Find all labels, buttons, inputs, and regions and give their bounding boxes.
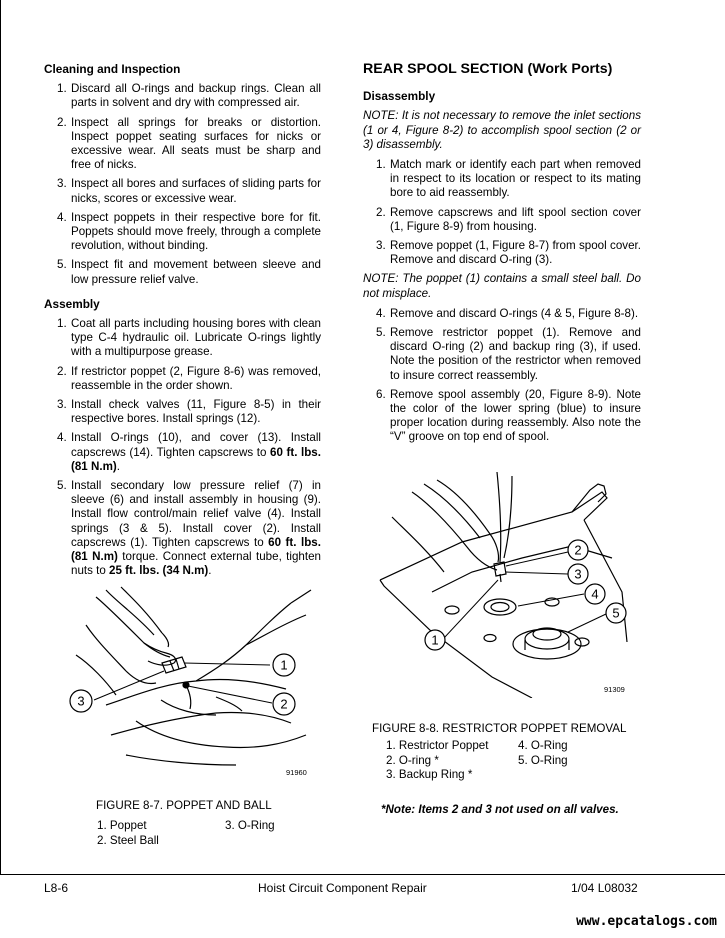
list-item: 1. Coat all parts including housing bores with clean type C-4 hydraulic oil. Lubricate O-rings lightly with a multipurpose grease. <box>57 317 321 359</box>
list-item: 5. Remove restrictor poppet (1). Remove and discard O-ring (2) and backup ring (3), if used. Note the position of the restrictor when removed to insure correct reassembly. <box>376 326 641 382</box>
figure-8-8-illustration <box>372 462 640 698</box>
svg-text:1: 1 <box>280 657 288 673</box>
list-item: 6. Remove spool assembly (20, Figure 8-9). Note the color of the lower spring (blue) to insure proper location during reassembly. Also note the “V” groove on top end of spool. <box>376 387 641 444</box>
list-item: 4. Remove and discard O-rings (4 & 5, Figure 8-8). <box>376 306 639 320</box>
assembly-list <box>44 317 321 578</box>
legend-item: 3. O-Ring <box>225 819 275 832</box>
figure-code: 91960 <box>286 768 307 777</box>
section-heading: REAR SPOOL SECTION (Work Ports) <box>363 61 613 77</box>
callout-2 <box>273 693 295 715</box>
callout-3 <box>568 564 588 584</box>
figure-8-8-legend-col2 <box>518 739 568 768</box>
callout-1 <box>425 630 445 650</box>
note-steel-ball: NOTE: The poppet (1) contains a small steel ball. Do not misplace. <box>363 272 641 300</box>
legend-item: 1. Poppet <box>97 819 147 832</box>
footer-title: Hoist Circuit Component Repair <box>258 881 427 895</box>
callout-3 <box>70 690 92 712</box>
svg-text:4: 4 <box>591 586 599 602</box>
figure-8-7-caption: FIGURE 8-7. POPPET AND BALL <box>96 799 272 812</box>
footer-divider <box>0 874 725 875</box>
list-item: 2. If restrictor poppet (2, Figure 8-6) was removed, reassemble in the order shown. <box>57 364 321 392</box>
cleaning-heading: Cleaning and Inspection <box>44 62 181 76</box>
note-inlet-sections: NOTE: It is not necessary to remove the inlet sections (1 or 4, Figure 8-2) to accomplish spool section (2 or 3) disassembly. <box>363 109 641 151</box>
document-code: 1/04 L08032 <box>571 881 638 895</box>
legend-item: 3. Backup Ring * <box>386 768 473 782</box>
callout-1 <box>273 654 295 676</box>
legend-item: 2. Steel Ball <box>97 833 159 847</box>
figure-8-7-legend-col1 <box>97 819 159 848</box>
page-number: L8-6 <box>44 881 69 895</box>
legend-item: 2. O-ring * <box>386 753 439 767</box>
page-border-left <box>0 0 1 874</box>
legend-item: 5. O-Ring <box>518 753 568 767</box>
list-item: 3. Inspect all bores and surfaces of sliding parts for nicks, scores or excessive wear. <box>57 177 321 205</box>
list-item: 4. Inspect poppets in their respective bore for fit. Poppets should move freely, through a complete revolution, without binding. <box>57 210 321 253</box>
callout-4 <box>585 584 605 604</box>
disassembly-heading: Disassembly <box>363 89 436 104</box>
left-column <box>44 62 321 584</box>
callout-2 <box>568 540 588 560</box>
figure-8-7-illustration <box>66 585 326 785</box>
svg-text:3: 3 <box>77 693 85 709</box>
list-item: 5. Inspect fit and movement between sleeve and low pressure relief valve. <box>57 258 321 286</box>
list-item: 2. Inspect all springs for breaks or distortion. Inspect poppet seating surfaces for nicks or excessive wear. All seats must be sharp and free of nicks. <box>57 115 321 172</box>
svg-text:1: 1 <box>431 632 439 648</box>
svg-text:2: 2 <box>280 696 288 712</box>
svg-text:2: 2 <box>574 542 582 558</box>
disassembly-list-a <box>363 158 641 267</box>
right-column <box>363 62 641 450</box>
list-item: 2. Remove capscrews and lift spool section cover (1, Figure 8-9) from housing. <box>376 205 641 233</box>
cleaning-list <box>44 82 321 287</box>
list-item: 3. Install check valves (11, Figure 8-5) in their respective bores. Install springs (12). <box>57 398 321 426</box>
list-item: 5. Install secondary low pressure relief (7) in sleeve (6) and install assembly in housing (9). Install flow control/main relief valve (4). Install springs (3 & 5). Install cover (2). Install capscrews (1). Tighten capscrews to 60 ft. lbs. (81 N.m) torque. Connect external tube, tighten nuts to 25 ft. lbs. (34 N.m). <box>57 479 321 578</box>
watermark: www.epcatalogs.com <box>576 914 717 929</box>
figure-8-7-legend-col2 <box>225 819 275 834</box>
list-item: 3. Remove poppet (1, Figure 8-7) from spool cover. Remove and discard O-ring (3). <box>376 239 641 267</box>
figure-8-8-caption: FIGURE 8-8. RESTRICTOR POPPET REMOVAL <box>372 722 627 735</box>
callout-5 <box>606 603 626 623</box>
list-item: 1. Match mark or identify each part when removed in respect to its location or respect to its mating bore to aid reassembly. <box>376 158 641 200</box>
svg-text:3: 3 <box>574 566 582 582</box>
legend-item: 1. Restrictor Poppet <box>386 739 489 752</box>
hands-drawing <box>76 587 311 765</box>
list-item: 1. Discard all O-rings and backup rings. Clean all parts in solvent and dry with compressed air. <box>57 82 321 110</box>
assembly-heading: Assembly <box>44 296 100 311</box>
figure-8-8-note: *Note: Items 2 and 3 not used on all valves. <box>381 803 619 816</box>
figure-code: 91309 <box>604 685 625 694</box>
disassembly-list-b <box>363 307 641 445</box>
figure-8-8-legend-col1 <box>386 739 488 783</box>
legend-item: 4. O-Ring <box>518 739 568 752</box>
svg-text:5: 5 <box>612 605 620 621</box>
list-item: 4. Install O-rings (10), and cover (13). Install capscrews (14). Tighten capscrews to 60 ft. lbs. (81 N.m). <box>57 431 321 473</box>
